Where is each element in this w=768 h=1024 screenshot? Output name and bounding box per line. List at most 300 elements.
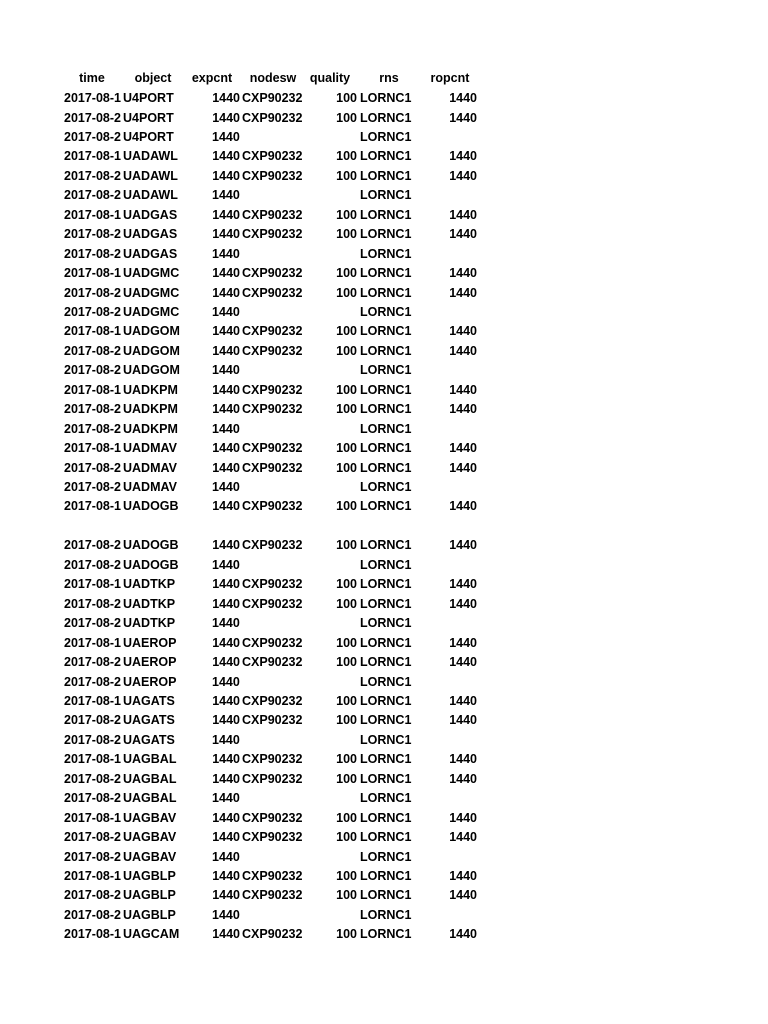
expcnt-cell[interactable]: 1440 [212,693,240,708]
rns-cell[interactable]: LORNC1 [360,674,412,689]
table-row [0,711,768,731]
expcnt-cell[interactable]: 1440 [212,460,240,475]
object-cell[interactable]: UADGOM [123,363,180,378]
rns-cell[interactable]: LORNC1 [360,227,412,242]
quality-cell[interactable]: 100 [336,927,357,942]
expcnt-cell[interactable]: 1440 [212,227,240,242]
nodesw-cell[interactable]: CXP90232 [242,869,303,883]
time-cell[interactable]: 2017-08-2 [64,713,121,728]
time-cell[interactable]: 2017-08-1 [64,577,121,592]
expcnt-cell[interactable]: 1440 [212,246,240,261]
time-cell[interactable]: 2017-08-1 [64,266,121,280]
time-cell[interactable]: 2017-08-1 [64,752,121,767]
expcnt-cell[interactable]: 1440 [212,869,240,883]
rns-cell[interactable]: LORNC1 [360,713,412,728]
ropcnt-cell[interactable]: 1440 [449,402,477,417]
ropcnt-cell[interactable]: 1440 [449,635,477,650]
expcnt-cell[interactable]: 1440 [212,577,240,592]
time-cell[interactable]: 2017-08-1 [64,149,121,164]
ropcnt-cell[interactable]: 1440 [449,207,477,222]
ropcnt-cell[interactable]: 1440 [449,830,477,845]
table-row [0,809,768,829]
expcnt-cell[interactable]: 1440 [212,732,240,747]
nodesw-cell[interactable]: CXP90232 [242,285,303,300]
object-cell[interactable]: UADGAS [123,246,178,261]
nodesw-cell[interactable]: CXP90232 [242,382,303,397]
header-row [0,69,768,89]
expcnt-cell[interactable]: 1440 [212,849,240,864]
rns-cell[interactable]: LORNC1 [360,888,412,903]
expcnt-cell[interactable]: 1440 [212,188,240,203]
object-cell[interactable]: U4PORT [123,110,174,125]
time-cell[interactable]: 2017-08-1 [64,441,121,456]
nodesw-cell[interactable]: CXP90232 [242,577,303,592]
column-header-object[interactable]: object [134,71,172,85]
rns-cell[interactable]: LORNC1 [360,421,412,436]
object-cell[interactable]: UAGBLP [123,907,176,922]
quality-cell[interactable]: 100 [336,110,357,125]
quality-cell[interactable]: 100 [336,693,357,708]
ropcnt-cell[interactable]: 1440 [449,441,477,456]
table-row [0,536,768,556]
object-cell[interactable]: UADGOM [123,324,180,339]
time-cell[interactable]: 2017-08-2 [64,732,121,747]
table-row [0,420,768,440]
time-cell[interactable]: 2017-08-2 [64,168,121,183]
expcnt-cell[interactable]: 1440 [212,791,240,806]
expcnt-cell[interactable]: 1440 [212,888,240,903]
time-cell[interactable]: 2017-08-2 [64,188,121,203]
ropcnt-cell[interactable]: 1440 [449,888,477,903]
table-row [0,303,768,323]
expcnt-cell[interactable]: 1440 [212,91,240,105]
ropcnt-cell[interactable]: 1440 [449,499,477,514]
ropcnt-cell[interactable]: 1440 [449,596,477,611]
table-row [0,400,768,420]
rns-cell[interactable]: LORNC1 [360,168,412,183]
expcnt-cell[interactable]: 1440 [212,927,240,942]
ropcnt-cell[interactable]: 1440 [449,771,477,786]
table-row [0,828,768,848]
rns-cell[interactable]: LORNC1 [360,596,412,611]
nodesw-cell[interactable]: CXP90232 [242,771,303,786]
quality-cell[interactable]: 100 [336,810,357,825]
ropcnt-cell[interactable]: 1440 [449,382,477,397]
object-cell[interactable]: UADKPM [123,421,178,436]
quality-cell[interactable]: 100 [336,227,357,242]
rns-cell[interactable]: LORNC1 [360,927,412,942]
nodesw-cell[interactable]: CXP90232 [242,460,303,475]
rns-cell[interactable]: LORNC1 [360,149,412,164]
quality-cell[interactable]: 100 [336,207,357,222]
expcnt-cell[interactable]: 1440 [212,557,240,572]
ropcnt-cell[interactable]: 1440 [449,149,477,164]
expcnt-cell[interactable]: 1440 [212,324,240,339]
rns-cell[interactable]: LORNC1 [360,635,412,650]
table-row [0,556,768,576]
time-cell[interactable]: 2017-08-1 [64,693,121,708]
quality-cell[interactable]: 100 [336,635,357,650]
quality-cell[interactable]: 100 [336,402,357,417]
table-row [0,225,768,245]
time-cell[interactable]: 2017-08-2 [64,460,121,475]
object-cell[interactable]: U4PORT [123,91,174,105]
table-row [0,575,768,595]
nodesw-cell[interactable]: CXP90232 [242,149,303,164]
ropcnt-cell[interactable]: 1440 [449,713,477,728]
object-cell[interactable]: UADKPM [123,402,178,417]
quality-cell[interactable]: 100 [336,285,357,300]
object-cell[interactable]: UADAWL [123,168,178,183]
column-header-rns[interactable]: rns [379,71,399,85]
time-cell[interactable]: 2017-08-2 [64,655,121,669]
expcnt-cell[interactable]: 1440 [212,713,240,728]
object-cell[interactable]: UAGBAL [123,771,177,786]
quality-cell[interactable]: 100 [336,869,357,883]
table-row [0,867,768,887]
expcnt-cell[interactable]: 1440 [212,363,240,378]
nodesw-cell[interactable]: CXP90232 [242,693,303,708]
object-cell[interactable]: UAGATS [123,732,175,747]
table-row [0,167,768,187]
rns-cell[interactable]: LORNC1 [360,246,412,261]
ropcnt-cell[interactable]: 1440 [449,577,477,592]
table-row [0,478,768,498]
time-cell[interactable]: 2017-08-2 [64,791,121,806]
expcnt-cell[interactable]: 1440 [212,830,240,845]
time-cell[interactable]: 2017-08-1 [64,869,121,883]
object-cell[interactable]: UADGAS [123,227,178,242]
table-row [0,614,768,634]
quality-cell[interactable]: 100 [336,771,357,786]
object-cell[interactable]: UADAWL [123,188,178,203]
object-cell[interactable]: UADOGB [123,538,179,553]
object-cell[interactable]: UAGBAV [123,849,177,864]
object-cell[interactable]: UADMAV [123,460,177,475]
ropcnt-cell[interactable]: 1440 [449,343,477,358]
object-cell[interactable]: UAGCAM [123,927,180,942]
table-row [0,634,768,654]
rns-cell[interactable]: LORNC1 [360,188,412,203]
rns-cell[interactable]: LORNC1 [360,363,412,378]
object-cell[interactable]: UADMAV [123,441,177,456]
ropcnt-cell[interactable]: 1440 [449,168,477,183]
ropcnt-cell[interactable]: 1440 [449,810,477,825]
time-cell[interactable]: 2017-08-1 [64,810,121,825]
time-cell[interactable]: 2017-08-2 [64,421,121,436]
ropcnt-cell[interactable]: 1440 [449,693,477,708]
rns-cell[interactable]: LORNC1 [360,732,412,747]
table-row [0,886,768,906]
time-cell[interactable]: 2017-08-2 [64,129,121,144]
time-cell[interactable]: 2017-08-1 [64,207,121,222]
nodesw-cell[interactable]: CXP90232 [242,635,303,650]
rns-cell[interactable]: LORNC1 [360,480,412,494]
table-row [0,906,768,926]
expcnt-cell[interactable]: 1440 [212,207,240,222]
ropcnt-cell[interactable]: 1440 [449,227,477,242]
nodesw-cell[interactable]: CXP90232 [242,810,303,825]
ropcnt-cell[interactable]: 1440 [449,927,477,942]
time-cell[interactable]: 2017-08-2 [64,304,121,319]
nodesw-cell[interactable]: CXP90232 [242,830,303,845]
object-cell[interactable]: UADGMC [123,285,180,300]
rns-cell[interactable]: LORNC1 [360,91,412,105]
time-cell[interactable]: 2017-08-1 [64,927,121,942]
time-cell[interactable]: 2017-08-2 [64,480,121,494]
expcnt-cell[interactable]: 1440 [212,907,240,922]
table-row [0,245,768,265]
rns-cell[interactable]: LORNC1 [360,557,412,572]
quality-cell[interactable]: 100 [336,577,357,592]
quality-cell[interactable]: 100 [336,460,357,475]
object-cell[interactable]: UAGBAV [123,830,177,845]
object-cell[interactable]: UADGMC [123,266,180,280]
nodesw-cell[interactable]: CXP90232 [242,343,303,358]
time-cell[interactable]: 2017-08-2 [64,888,121,903]
time-cell[interactable]: 2017-08-2 [64,285,121,300]
expcnt-cell[interactable]: 1440 [212,616,240,631]
ropcnt-cell[interactable]: 1440 [449,538,477,553]
rns-cell[interactable]: LORNC1 [360,266,412,280]
expcnt-cell[interactable]: 1440 [212,538,240,553]
expcnt-cell[interactable]: 1440 [212,149,240,164]
rns-cell[interactable]: LORNC1 [360,616,412,631]
object-cell[interactable]: UADTKP [123,577,176,592]
expcnt-cell[interactable]: 1440 [212,499,240,514]
expcnt-cell[interactable]: 1440 [212,674,240,689]
object-cell[interactable]: UAGBAL [123,752,177,767]
table-row [0,653,768,673]
rns-cell[interactable]: LORNC1 [360,869,412,883]
time-cell[interactable]: 2017-08-1 [64,635,121,650]
object-cell[interactable]: UADAWL [123,149,178,164]
expcnt-cell[interactable]: 1440 [212,402,240,417]
table-row [0,109,768,129]
ropcnt-cell[interactable]: 1440 [449,324,477,339]
rns-cell[interactable]: LORNC1 [360,771,412,786]
object-cell[interactable]: UAEROP [123,635,177,650]
rns-cell[interactable]: LORNC1 [360,655,412,669]
nodesw-cell[interactable]: CXP90232 [242,888,303,903]
expcnt-cell[interactable]: 1440 [212,655,240,669]
quality-cell[interactable]: 100 [336,343,357,358]
column-header-nodesw[interactable]: nodesw [249,71,297,85]
time-cell[interactable]: 2017-08-2 [64,830,121,845]
ropcnt-cell[interactable]: 1440 [449,266,477,280]
quality-cell[interactable]: 100 [336,441,357,456]
ropcnt-cell[interactable]: 1440 [449,285,477,300]
nodesw-cell[interactable]: CXP90232 [242,655,303,669]
expcnt-cell[interactable]: 1440 [212,285,240,300]
time-cell[interactable]: 2017-08-2 [64,402,121,417]
table-row [0,848,768,868]
rns-cell[interactable]: LORNC1 [360,129,412,144]
rns-cell[interactable]: LORNC1 [360,285,412,300]
quality-cell[interactable]: 100 [336,168,357,183]
expcnt-cell[interactable]: 1440 [212,382,240,397]
quality-cell[interactable]: 100 [336,324,357,339]
object-cell[interactable]: UADOGB [123,499,179,514]
rns-cell[interactable]: LORNC1 [360,402,412,417]
rns-cell[interactable]: LORNC1 [360,752,412,767]
table-row [0,439,768,459]
quality-cell[interactable]: 100 [336,888,357,903]
expcnt-cell[interactable]: 1440 [212,752,240,767]
nodesw-cell[interactable]: CXP90232 [242,596,303,611]
nodesw-cell[interactable]: CXP90232 [242,402,303,417]
nodesw-cell[interactable]: CXP90232 [242,324,303,339]
ropcnt-cell[interactable]: 1440 [449,869,477,883]
object-cell[interactable]: UAGATS [123,693,175,708]
expcnt-cell[interactable]: 1440 [212,480,240,494]
quality-cell[interactable]: 100 [336,149,357,164]
ropcnt-cell[interactable]: 1440 [449,460,477,475]
table-row [0,497,768,517]
rns-cell[interactable]: LORNC1 [360,441,412,456]
ropcnt-cell[interactable]: 1440 [449,91,477,105]
time-cell[interactable]: 2017-08-2 [64,227,121,242]
rns-cell[interactable]: LORNC1 [360,693,412,708]
expcnt-cell[interactable]: 1440 [212,129,240,144]
time-cell[interactable]: 2017-08-1 [64,382,121,397]
nodesw-cell[interactable]: CXP90232 [242,499,303,514]
time-cell[interactable]: 2017-08-2 [64,557,121,572]
quality-cell[interactable]: 100 [336,382,357,397]
time-cell[interactable]: 2017-08-2 [64,674,121,689]
object-cell[interactable]: UAGBAL [123,791,177,806]
rns-cell[interactable]: LORNC1 [360,810,412,825]
table-row [0,731,768,751]
ropcnt-cell[interactable]: 1440 [449,752,477,767]
nodesw-cell[interactable]: CXP90232 [242,207,303,222]
quality-cell[interactable]: 100 [336,596,357,611]
time-cell[interactable]: 2017-08-2 [64,771,121,786]
object-cell[interactable]: UADOGB [123,557,179,572]
nodesw-cell[interactable]: CXP90232 [242,927,303,942]
table-row [0,595,768,615]
table-row [0,206,768,226]
rns-cell[interactable]: LORNC1 [360,577,412,592]
object-cell[interactable]: UADKPM [123,382,178,397]
time-cell[interactable]: 2017-08-2 [64,538,121,553]
nodesw-cell[interactable]: CXP90232 [242,266,303,280]
rns-cell[interactable]: LORNC1 [360,538,412,553]
rns-cell[interactable]: LORNC1 [360,382,412,397]
object-cell[interactable]: UAGBLP [123,888,176,903]
rns-cell[interactable]: LORNC1 [360,460,412,475]
nodesw-cell[interactable]: CXP90232 [242,713,303,728]
object-cell[interactable]: UADTKP [123,616,176,631]
object-cell[interactable]: UADTKP [123,596,176,611]
rns-cell[interactable]: LORNC1 [360,207,412,222]
expcnt-cell[interactable]: 1440 [212,266,240,280]
time-cell[interactable]: 2017-08-2 [64,363,121,378]
table-row [0,692,768,712]
time-cell[interactable]: 2017-08-1 [64,324,121,339]
time-cell[interactable]: 2017-08-2 [64,907,121,922]
table-row [0,264,768,284]
expcnt-cell[interactable]: 1440 [212,441,240,456]
object-cell[interactable]: U4PORT [123,129,174,144]
object-cell[interactable]: UADGAS [123,207,178,222]
time-cell[interactable]: 2017-08-2 [64,596,121,611]
expcnt-cell[interactable]: 1440 [212,596,240,611]
time-cell[interactable]: 2017-08-2 [64,849,121,864]
table-row [0,770,768,790]
ropcnt-cell[interactable]: 1440 [449,110,477,125]
object-cell[interactable]: UADGMC [123,304,180,319]
rns-cell[interactable]: LORNC1 [360,830,412,845]
expcnt-cell[interactable]: 1440 [212,304,240,319]
column-header-time[interactable]: time [79,71,105,85]
object-cell[interactable]: UAEROP [123,674,177,689]
expcnt-cell[interactable]: 1440 [212,343,240,358]
time-cell[interactable]: 2017-08-2 [64,110,121,125]
expcnt-cell[interactable]: 1440 [212,110,240,125]
column-header-ropcnt[interactable]: ropcnt [430,71,470,85]
table-row [0,517,768,537]
time-cell[interactable]: 2017-08-1 [64,499,121,514]
expcnt-cell[interactable]: 1440 [212,810,240,825]
time-cell[interactable]: 2017-08-2 [64,343,121,358]
expcnt-cell[interactable]: 1440 [212,168,240,183]
time-cell[interactable]: 2017-08-1 [64,91,121,105]
rns-cell[interactable]: LORNC1 [360,907,412,922]
nodesw-cell[interactable]: CXP90232 [242,441,303,456]
nodesw-cell[interactable]: CXP90232 [242,91,303,105]
time-cell[interactable]: 2017-08-2 [64,616,121,631]
nodesw-cell[interactable]: CXP90232 [242,168,303,183]
rns-cell[interactable]: LORNC1 [360,110,412,125]
column-header-quality[interactable]: quality [309,71,351,85]
nodesw-cell[interactable]: CXP90232 [242,538,303,553]
object-cell[interactable]: UADGOM [123,343,180,358]
quality-cell[interactable]: 100 [336,752,357,767]
object-cell[interactable]: UAGATS [123,713,175,728]
object-cell[interactable]: UADMAV [123,480,177,494]
rns-cell[interactable]: LORNC1 [360,324,412,339]
column-header-expcnt[interactable]: expcnt [191,71,233,85]
quality-cell[interactable]: 100 [336,713,357,728]
table-row [0,673,768,693]
expcnt-cell[interactable]: 1440 [212,635,240,650]
expcnt-cell[interactable]: 1440 [212,421,240,436]
rns-cell[interactable]: LORNC1 [360,849,412,864]
rns-cell[interactable]: LORNC1 [360,791,412,806]
table-row [0,789,768,809]
ropcnt-cell[interactable]: 1440 [449,655,477,669]
object-cell[interactable]: UAEROP [123,655,177,669]
table-row [0,342,768,362]
quality-cell[interactable]: 100 [336,266,357,280]
quality-cell[interactable]: 100 [336,499,357,514]
object-cell[interactable]: UAGBLP [123,869,176,883]
nodesw-cell[interactable]: CXP90232 [242,227,303,242]
rns-cell[interactable]: LORNC1 [360,304,412,319]
quality-cell[interactable]: 100 [336,538,357,553]
nodesw-cell[interactable]: CXP90232 [242,752,303,767]
rns-cell[interactable]: LORNC1 [360,499,412,514]
nodesw-cell[interactable]: CXP90232 [242,110,303,125]
time-cell[interactable]: 2017-08-2 [64,246,121,261]
object-cell[interactable]: UAGBAV [123,810,177,825]
quality-cell[interactable]: 100 [336,91,357,105]
quality-cell[interactable]: 100 [336,830,357,845]
quality-cell[interactable]: 100 [336,655,357,669]
expcnt-cell[interactable]: 1440 [212,771,240,786]
rns-cell[interactable]: LORNC1 [360,343,412,358]
